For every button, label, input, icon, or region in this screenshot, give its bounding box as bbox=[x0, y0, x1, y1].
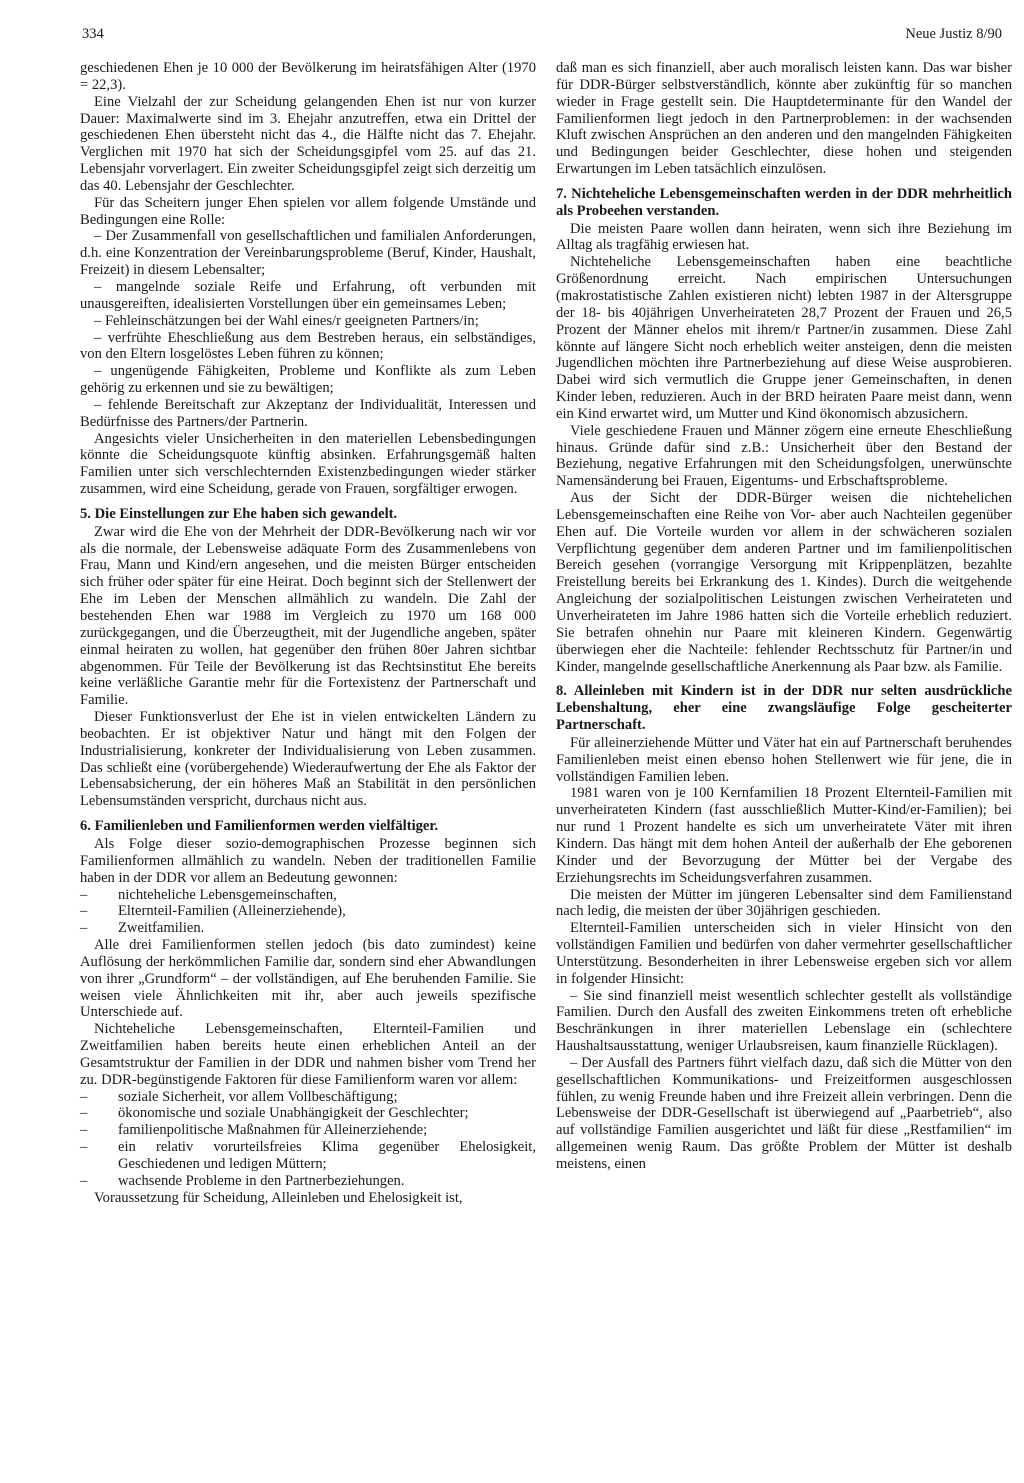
list-item: – Der Zusammenfall von gesellschaftlichen und familialen Anforderungen, d.h. eine Konzentration der Vereinbarungsprobleme (Beruf, Kinder, Haushalt, Freizeit) in diesem Lebensalter; bbox=[80, 228, 536, 279]
list-item: – fehlende Bereitschaft zur Akzeptanz der Individualität, Interessen und Bedürfnisse des Partners/der Partnerin. bbox=[80, 396, 536, 430]
paragraph: Als Folge dieser sozio-demographischen Prozesse beginnen sich Familienformen allmählich zu wandeln. Neben der traditionellen Familie haben in der DDR vor allem an Bedeutung gewonnen: bbox=[80, 835, 536, 886]
paragraph: geschiedenen Ehen je 10 000 der Bevölkerung im heiratsfähigen Alter (1970 = 22,3). bbox=[80, 60, 536, 93]
list-item: – verfrühte Eheschließung aus dem Bestreben heraus, ein selbständiges, von den Eltern losgelöstes Leben führen zu können; bbox=[80, 329, 536, 363]
paragraph: Die meisten der Mütter im jüngeren Lebensalter sind dem Familienstand nach ledig, die meisten der über 30jährigen geschieden. bbox=[556, 886, 1012, 920]
list-item: – Elternteil-Familien (Alleinerziehende), bbox=[80, 903, 346, 920]
left-column bbox=[80, 60, 536, 1207]
paragraph: Zwar wird die Ehe von der Mehrheit der DDR-Bevölkerung nach wir vor als die normale, der Lebensweise adäquate Form des Zusammenlebens von Frau, Mann und Kind/ern angesehen, und die meisten Bürger entscheiden sich früher oder später für eine Heirat. Doch beginnt sich der Stellenwert der Ehe im Leben der Menschen allmählich zu wandeln. Die Zahl der bestehenden Ehen war 1988 im Vergleich zu 1970 um 168 000 zurückgegangen, und die Überzeugtheit, mit der Jugendliche angeben, später einmal heiraten zu wollen, hat gegenüber den frühen 80er Jahren sichtbar abgenommen. Für Teile der Bevölkerung ist das Rechtsinstitut Ehe bereits keine verläßliche Garantie mehr für die Fortexistenz der Partnerschaft und Familie. bbox=[80, 523, 536, 709]
dash-marker: – bbox=[80, 1122, 88, 1139]
dash-marker: – bbox=[80, 1139, 88, 1156]
section-heading-5: 5. Die Einstellungen zur Ehe haben sich gewandelt. bbox=[80, 505, 398, 522]
list-item: – mangelnde soziale Reife und Erfahrung, oft verbunden mit unausgereiften, idealisierten Vorstellungen über ein gemeinsames Leben; bbox=[80, 278, 536, 312]
dash-marker: – bbox=[80, 903, 88, 920]
paragraph: Eine Vielzahl der zur Scheidung gelangenden Ehen ist nur von kurzer Dauer: Maximalwerte sind im 3. Ehejahr anzutreffen, etwa ein Drittel der geschiedenen Ehen übersteht nicht das 4., die Hälfte nicht das 7. Ehejahr. Verglichen mit 1970 hat sich der Scheidungsgipfel vom 25. auf das 21. Lebensjahr vorverlagert. Ein zweiter Scheidungsgipfel zeigt sich derzeitig um das 40. Lebensjahr der Geschlechter. bbox=[80, 93, 536, 194]
paragraph: Dieser Funktionsverlust der Ehe ist in vielen entwickelten Ländern zu beobachten. Er ist objektiver Natur und hängt mit den Folgen der Industrialisierung, konkreter der Individualisierung von Leben zusammen. Das schließt eine (vorübergehende) Wiederaufwertung der Ehe als Faktor der Lebensabsicherung, der ein höheres Maß an Stabilität in den persönlichen Lebensumständen verspricht, durchaus nicht aus. bbox=[80, 709, 536, 810]
family-forms-list bbox=[80, 887, 536, 938]
dash-marker: – bbox=[80, 1172, 88, 1189]
list-item: – wachsende Probleme in den Partnerbeziehungen. bbox=[80, 1172, 405, 1189]
dash-marker: – bbox=[80, 886, 88, 903]
list-item: – ungenügende Fähigkeiten, Probleme und Konflikte als zum Leben gehörig zu erkennen und sie zu bewältigen; bbox=[80, 363, 536, 397]
page-number: 334 bbox=[82, 26, 104, 42]
paragraph: Nichteheliche Lebensgemeinschaften, Elternteil-Familien und Zweitfamilien haben bereits heute einen erheblichen Anteil an der Gesamtstruktur der Familien in der DDR und nahmen bisher vom Trend her zu. DDR-begünstigende Faktoren für diese Familienform waren vor allem: bbox=[80, 1021, 536, 1088]
list-item: – ein relativ vorurteilsfreies Klima gegenüber Ehelosigkeit, Geschiedenen und ledigen Müttern; bbox=[80, 1139, 536, 1172]
paragraph: Viele geschiedene Frauen und Männer zögern eine erneute Eheschließung hinaus. Gründe dafür sind z.B.: Unsicherheit über den Bestand der Beziehung, negative Erfahrungen mit den Scheidungsfolgen, unerwünschte Namensänderung bei Frauen, Eigentums- und Erbschaftsprobleme. bbox=[556, 422, 1012, 490]
journal-issue: Neue Justiz 8/90 bbox=[905, 26, 1002, 42]
factors-list bbox=[80, 1089, 536, 1190]
paragraph: Nichteheliche Lebensgemeinschaften haben eine beachtliche Größenordnung erreicht. Nach empirischen Untersuchungen (makrostatistische Zahlen existieren nicht) lebten 1987 in der Altersgruppe der 18- bis 40jährigen Unverheirateten 28,7 Prozent der Frauen und 26,5 Prozent der Männer ehelos mit ihrem/r Partner/in zusammen. Diese Zahl könnte auf längere Sicht noch erheblich weiter ansteigen, denn die meisten Jugendlichen möchten ihre Partnerbeziehung auf diese Weise ausprobieren. Dabei wird sich vermutlich die Gruppe jener Gemeinschaften, in denen Kinder leben, reduzieren. Auch in der BRD heiraten Paare meist dann, wenn ein Kind erwartet wird, um Mutter und Kind ökonomisch abzusichern. bbox=[556, 254, 1012, 422]
paragraph: Für alleinerziehende Mütter und Väter hat ein auf Partnerschaft beruhendes Familienleben meist einen ebenso hohen Stellenwert wie für jene, die in vollständigen Familien leben. bbox=[556, 734, 1012, 785]
paragraph: 1981 waren von je 100 Kernfamilien 18 Prozent Elternteil-Familien mit unverheirateten Kindern (fast ausschließlich Mutter-Kind/er-Familien); bei nur rund 1 Prozent handelte es sich um unverheiratete Väter mit ihren Kindern. Das hängt mit dem hohen Anteil der außerhalb der Ehe geborenen Kinder und der Bevorzugung der Mütter bei der Vergabe des Erziehungsrechts im Scheidungsverfahren zusammen. bbox=[556, 785, 1012, 886]
paragraph: daß man es sich finanziell, aber auch moralisch leisten kann. Das war bisher für DDR-Bürger selbstverständlich, könnte aber zukünftig für so manchen wieder in Frage gestellt sein. Die Hauptdeterminante für den Wandel der Familienformen liegt jedoch in den Partnerproblemen: in der wachsenden Kluft zwischen Ansprüchen an den anderen und den mangelnden Fähigkeiten und Bedingungen beider Geschlechter, diese hohen und steigenden Erwartungen im Leben tatsächlich einzulösen. bbox=[556, 60, 1012, 178]
list-item: – ökonomische und soziale Unabhängigkeit der Geschlechter; bbox=[80, 1105, 469, 1122]
paragraph: Für das Scheitern junger Ehen spielen vor allem folgende Umstände und Bedingungen eine Rolle: bbox=[80, 194, 536, 228]
list-item: – nichteheliche Lebensgemeinschaften, bbox=[80, 886, 337, 903]
paragraph: – Der Ausfall des Partners führt vielfach dazu, daß sich die Mütter von den gesellschaftlichen Kommunikations- und Freizeitformen ausgeschlossen fühlen, zu wenig Freunde haben und ihre Freizeit allein verbringen. Denn die Lebensweise der DDR-Gesellschaft ist überwiegend auf „Paarbetrieb“, also auf vollständige Familien ausgerichtet und läßt für diese „Restfamilien“ im allgemeinen wenig Raum. Das größte Problem der Mütter ist deshalb meistens, einen bbox=[556, 1054, 1012, 1172]
paragraph: Alle drei Familienformen stellen jedoch (bis dato zumindest) keine Auflösung der herkömmlichen Familie dar, sondern sind eher Abwandlungen von ihrer „Grundform“ – der vollständigen, auf Ehe beruhenden Familie. Sie weisen viele Ähnlichkeiten mit ihr, aber auch jeweils spezifische Unterschiede auf. bbox=[80, 937, 536, 1021]
section-heading-8: 8. Alleinleben mit Kindern ist in der DDR nur selten ausdrückliche Lebenshaltung, eher eine zwangsläufige Folge gescheiterter Partnerschaft. bbox=[556, 683, 1012, 734]
section-heading-6: 6. Familienleben und Familienformen werden vielfältiger. bbox=[80, 818, 439, 835]
dash-marker: – bbox=[80, 1088, 88, 1105]
paragraph: Elternteil-Familien unterscheiden sich in vieler Hinsicht von den vollständigen Familien und bedürfen von daher vermehrter gesellschaftlicher Unterstützung. Besonderheiten in ihrer Lebensweise ergeben sich vor allem in folgender Hinsicht: bbox=[556, 920, 1012, 987]
paragraph: Die meisten Paare wollen dann heiraten, wenn sich ihre Beziehung im Alltag als tragfähig erwiesen hat. bbox=[556, 220, 1012, 254]
list-item: – soziale Sicherheit, vor allem Vollbeschäftigung; bbox=[80, 1088, 398, 1105]
paragraph: Angesichts vieler Unsicherheiten in den materiellen Lebensbedingungen könnte die Scheidungsquote künftig absinken. Erfahrungsgemäß halten Familien unter sich verschlechternden Existenzbedingungen wieder stärker zusammen, wird eine Scheidung, gerade von Frauen, sorgfältiger erwogen. bbox=[80, 430, 536, 498]
paragraph: Voraussetzung für Scheidung, Alleinleben und Ehelosigkeit ist, bbox=[94, 1189, 463, 1206]
dash-marker: – bbox=[80, 1105, 88, 1122]
paragraph: Aus der Sicht der DDR-Bürger weisen die nichtehelichen Lebensgemeinschaften eine Reihe von Vor- aber auch Nachteilen gegenüber Ehen auf. Die Vorteile wurden vor allem in der schwächeren sozialen Verpflichtung gegenüber dem anderen Partner und im familienpolitischen Bereich gesehen (vorrangige Versorgung mit Krippenplätzen, bezahlte Freistellung bereits bei Erkrankung des 1. Kindes). Durch die weitgehende Angleichung der sozialpolitischen Leistungen zwischen Verheirateten und Unverheirateten im Jahre 1986 hatten sich die Vorteile erheblich reduziert. Sie betrafen ohnehin nur Paare mit kleineren Kindern. Gegenwärtig überwiegen eher die Nachteile: fehlender Rechtsschutz für Partner/in und Kinder, mangelnde gesellschaftliche Anerkennung als Paar bzw. als Familie. bbox=[556, 490, 1012, 675]
section-heading-7: 7. Nichteheliche Lebensgemeinschaften werden in der DDR mehrheitlich als Probeehen verstanden. bbox=[556, 185, 1012, 219]
paragraph: – Sie sind finanziell meist wesentlich schlechter gestellt als vollständige Familien. Durch den Ausfall des zweiten Einkommens treten oft erhebliche Beschränkungen in ihrer materiellen Lebenslage ein (schlechtere Haushaltsausstattung, weniger Urlaubsreisen, kaum finanzielle Rücklagen). bbox=[556, 987, 1012, 1055]
right-column bbox=[556, 60, 1012, 1173]
list-item: – Fehleinschätzungen bei der Wahl eines/r geeigneten Partners/in; bbox=[94, 312, 479, 329]
list-item: – familienpolitische Maßnahmen für Alleinerziehende; bbox=[80, 1122, 428, 1139]
list-item: – Zweitfamilien. bbox=[80, 920, 205, 937]
dash-marker: – bbox=[80, 920, 88, 937]
